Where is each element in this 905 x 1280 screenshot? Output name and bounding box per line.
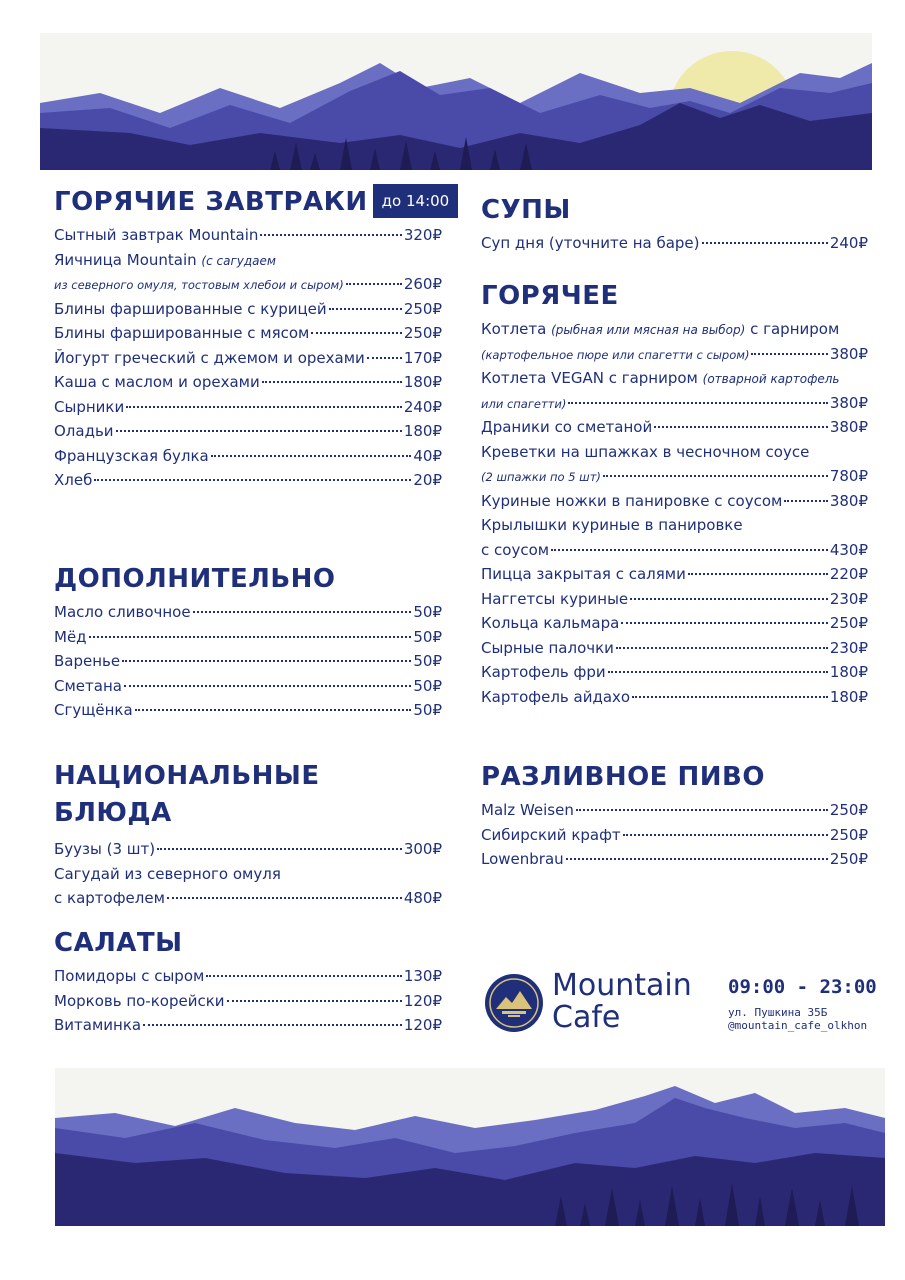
menu-item-name: Масло сливочное xyxy=(54,603,191,621)
menu-item-note: или спагетти) xyxy=(481,396,567,411)
dot-leader xyxy=(167,897,402,899)
menu-item xyxy=(481,391,868,416)
menu-item xyxy=(54,862,442,887)
menu-item xyxy=(481,823,868,848)
menu-item-name: Картофель фри xyxy=(481,663,606,681)
menu-item-price: 130₽ xyxy=(403,967,442,985)
mountain-landscape-image xyxy=(55,1068,885,1226)
menu-item-price: 250₽ xyxy=(829,850,868,868)
menu-item-note: (картофельное пюре или спагетти с сыром) xyxy=(481,347,750,362)
menu-item-note: (отварной картофель xyxy=(702,372,840,386)
dot-leader xyxy=(630,598,828,600)
dot-leader xyxy=(135,709,412,711)
menu-item-name: Пицца закрытая с салями xyxy=(481,565,686,583)
menu-item xyxy=(54,297,442,322)
menu-item xyxy=(481,636,868,661)
menu-item-note: (с сагудаем xyxy=(201,253,276,268)
time-badge: до 14:00 xyxy=(373,184,459,218)
dot-leader xyxy=(632,696,828,698)
menu-item xyxy=(54,419,442,444)
menu-item xyxy=(481,489,868,514)
logo-wordmark xyxy=(552,970,692,1034)
menu-item-price: 250₽ xyxy=(829,801,868,819)
menu-item xyxy=(481,685,868,710)
menu-item-name: Сырники xyxy=(54,397,125,416)
section-title: ГОРЯЧЕЕ xyxy=(481,281,619,311)
menu-item-price: 50₽ xyxy=(413,652,442,670)
menu-item xyxy=(481,587,868,612)
menu-item-price: 320₽ xyxy=(403,226,442,244)
menu-item-note: из северного омуля, тостовым хлебои и сыром) xyxy=(54,278,344,292)
menu-item-name: Сытный завтрак Mountain xyxy=(54,226,259,244)
dot-leader xyxy=(143,1024,402,1026)
menu-item xyxy=(481,513,868,538)
menu-item-name: Варенье xyxy=(54,652,121,670)
menu-item-price: 180₽ xyxy=(829,663,868,681)
menu-item xyxy=(54,468,442,493)
menu-item-name: Йогурт греческий с джемом и орехами xyxy=(54,348,365,367)
menu-item-name: Витаминка xyxy=(54,1016,142,1034)
menu-item-price: 50₽ xyxy=(413,701,442,719)
dot-leader xyxy=(608,671,828,673)
menu-item xyxy=(54,444,442,469)
menu-item-name: Морковь по-корейски xyxy=(54,991,225,1010)
menu-item xyxy=(54,964,442,989)
menu-item-name: Сагудай из северного омуля xyxy=(54,864,281,883)
dot-leader xyxy=(751,353,827,355)
dot-leader xyxy=(262,381,402,383)
menu-item-price: 230₽ xyxy=(829,638,868,657)
menu-item xyxy=(481,415,868,440)
menu-item-price: 260₽ xyxy=(403,275,442,293)
menu-item-name: Блины фаршированные с мясом xyxy=(54,324,310,342)
menu-item xyxy=(54,346,442,371)
menu-item-price: 380₽ xyxy=(829,418,868,436)
menu-item-price: 300₽ xyxy=(403,840,442,858)
menu-item-note: (рыбная или мясная на выбор) xyxy=(551,323,746,337)
dot-leader xyxy=(623,834,828,836)
menu-item-price: 40₽ xyxy=(413,446,442,465)
menu-item xyxy=(54,600,442,625)
menu-item-price: 180₽ xyxy=(403,373,442,391)
menu-item xyxy=(481,317,868,342)
menu-item xyxy=(481,660,868,685)
menu-item xyxy=(54,674,442,699)
menu-item-name: Суп дня (уточните на баре) xyxy=(481,234,700,252)
section-hot-breakfast xyxy=(54,184,450,493)
section-soups xyxy=(481,194,868,256)
menu-item xyxy=(481,562,868,587)
menu-item xyxy=(54,649,442,674)
menu-item-price: 220₽ xyxy=(829,565,868,583)
dot-leader xyxy=(551,549,828,551)
menu-item xyxy=(54,698,442,723)
menu-item-name: Помидоры с сыром xyxy=(54,967,205,985)
address-block xyxy=(728,1006,867,1032)
menu-item xyxy=(481,538,868,563)
section-hot-dishes xyxy=(481,280,868,709)
section-title: ДОПОЛНИТЕЛЬНО xyxy=(54,564,336,594)
dot-leader xyxy=(688,573,828,575)
dot-leader xyxy=(157,848,402,850)
dot-leader xyxy=(784,500,827,502)
menu-item-name: с соусом xyxy=(481,540,550,559)
menu-item-price: 380₽ xyxy=(829,491,868,510)
menu-item-name: Оладьи xyxy=(54,422,114,440)
menu-item xyxy=(481,798,868,823)
menu-item xyxy=(54,370,442,395)
menu-item-price: 240₽ xyxy=(829,234,868,252)
menu-item-name: Сметана xyxy=(54,676,122,695)
section-extra xyxy=(54,563,442,723)
menu-item xyxy=(481,611,868,636)
menu-item-name: Блины фаршированные с курицей xyxy=(54,299,327,318)
menu-item-name: Сгущёнка xyxy=(54,701,133,719)
menu-item-name: с картофелем xyxy=(54,889,165,907)
dot-leader xyxy=(116,430,402,432)
dot-leader xyxy=(621,622,827,624)
menu-item xyxy=(54,248,442,273)
menu-item-name: Мёд xyxy=(54,627,87,646)
section-salads xyxy=(54,927,442,1038)
menu-item-price: 50₽ xyxy=(413,627,442,646)
section-title: РАЗЛИВНОЕ ПИВО xyxy=(481,762,765,792)
menu-item-name: Французская булка xyxy=(54,446,209,465)
menu-item-name: Сибирский крафт xyxy=(481,825,621,844)
dot-leader xyxy=(124,685,411,687)
menu-item-price: 230₽ xyxy=(829,589,868,608)
menu-item xyxy=(481,342,868,367)
menu-item xyxy=(54,272,442,297)
menu-item xyxy=(481,440,868,465)
dot-leader xyxy=(576,809,828,811)
section-title: САЛАТЫ xyxy=(54,928,183,958)
dot-leader xyxy=(616,647,828,649)
menu-item xyxy=(54,321,442,346)
menu-item-price: 170₽ xyxy=(403,348,442,367)
opening-hours: 09:00 - 23:00 xyxy=(728,976,877,998)
section-title: СУПЫ xyxy=(481,195,571,225)
address: ул. Пушкина 35Б xyxy=(728,1006,828,1019)
menu-item-price: 120₽ xyxy=(403,1016,442,1034)
menu-item xyxy=(54,223,442,248)
menu-item-name: Котлета xyxy=(481,320,547,338)
menu-item xyxy=(481,847,868,872)
section-draft-beer xyxy=(481,761,868,872)
menu-item-name: Хлеб xyxy=(54,471,93,489)
dot-leader xyxy=(702,242,828,244)
dot-leader xyxy=(122,660,411,662)
menu-item-name: Крылышки куриные в панировке xyxy=(481,516,743,534)
dot-leader xyxy=(260,234,401,236)
menu-item xyxy=(54,395,442,420)
logo-line-1: Mountain xyxy=(552,968,692,1003)
dot-leader xyxy=(346,283,402,285)
menu-item-name: Котлета VEGAN с гарниром xyxy=(481,369,698,387)
menu-item xyxy=(481,464,868,489)
menu-item-price: 380₽ xyxy=(829,393,868,412)
menu-item-name: Яичница Mountain xyxy=(54,250,197,269)
section-title: НАЦИОНАЛЬНЫЕ БЛЮДА xyxy=(54,761,320,828)
menu-item-name: Буузы (3 шт) xyxy=(54,840,156,858)
cafe-info-block xyxy=(484,968,877,1048)
menu-item-name: Сырные палочки xyxy=(481,638,614,657)
menu-item-price: 120₽ xyxy=(403,991,442,1010)
dot-leader xyxy=(206,975,401,977)
dot-leader xyxy=(94,479,411,481)
instagram-handle: @mountain_cafe_olkhon xyxy=(728,1019,868,1032)
top-mountain-banner xyxy=(40,33,872,170)
logo-line-2: Cafe xyxy=(552,1000,621,1035)
menu-item-price: 180₽ xyxy=(403,422,442,440)
dot-leader xyxy=(193,611,412,613)
menu-item xyxy=(54,625,442,650)
menu-item-price: 430₽ xyxy=(829,540,868,559)
section-national-dishes xyxy=(54,758,442,911)
menu-item-note: (2 шпажки по 5 шт) xyxy=(481,470,601,484)
mountain-landscape-image xyxy=(40,33,872,170)
menu-item-price: 250₽ xyxy=(403,299,442,318)
dot-leader xyxy=(89,636,412,638)
menu-item-price: 20₽ xyxy=(413,471,442,489)
dot-leader xyxy=(568,402,827,404)
menu-item xyxy=(54,837,442,862)
dot-leader xyxy=(227,1000,402,1002)
menu-item-name: Куриные ножки в панировке с соусом xyxy=(481,491,783,510)
menu-item-name: Наггетсы куриные xyxy=(481,589,629,608)
mountain-cafe-logo-icon xyxy=(484,973,544,1033)
menu-item-price: 50₽ xyxy=(413,676,442,695)
dot-leader xyxy=(126,406,402,408)
dot-leader xyxy=(329,308,402,310)
menu-item xyxy=(54,1013,442,1038)
menu-item-name: Malz Weisen xyxy=(481,801,574,819)
dot-leader xyxy=(654,426,828,428)
dot-leader xyxy=(211,455,412,457)
menu-item-price: 250₽ xyxy=(829,825,868,844)
menu-item-price: 240₽ xyxy=(403,397,442,416)
menu-item xyxy=(54,886,442,911)
menu-item-name: Картофель айдахо xyxy=(481,687,631,706)
bottom-mountain-banner xyxy=(55,1068,885,1226)
menu-item-name: Креветки на шпажках в чесночном соусе xyxy=(481,442,810,461)
menu-item xyxy=(481,231,868,256)
menu-item-price: 250₽ xyxy=(829,614,868,632)
section-title: ГОРЯЧИЕ ЗАВТРАКИ до 14:00 xyxy=(54,184,442,218)
menu-item-price: 480₽ xyxy=(403,889,442,907)
menu-item-name: с гарниром xyxy=(750,320,840,338)
dot-leader xyxy=(603,475,828,477)
menu-item-name: Каша с маслом и орехами xyxy=(54,373,260,391)
menu-item-price: 780₽ xyxy=(829,467,868,485)
menu-item-price: 180₽ xyxy=(829,687,868,706)
menu-item-name: Драники со сметаной xyxy=(481,418,653,436)
menu-item xyxy=(54,989,442,1014)
menu-item-name: Lowenbrau xyxy=(481,850,564,868)
menu-item-price: 250₽ xyxy=(403,324,442,342)
menu-item-name: Кольца кальмара xyxy=(481,614,620,632)
dot-leader xyxy=(566,858,828,860)
menu-item xyxy=(481,366,868,391)
menu-item-price: 380₽ xyxy=(829,344,868,363)
dot-leader xyxy=(367,357,402,359)
dot-leader xyxy=(311,332,401,334)
menu-item-price: 50₽ xyxy=(413,603,442,621)
